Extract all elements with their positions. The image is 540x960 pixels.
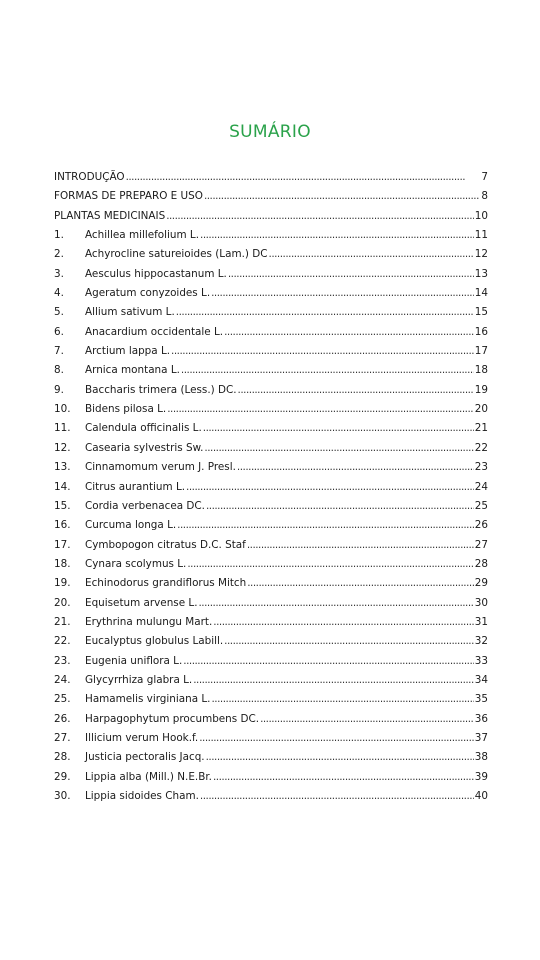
toc-entry[interactable] — [54, 226, 488, 245]
toc-entry-page-number: 10 — [474, 209, 488, 222]
toc-entry[interactable] — [54, 729, 488, 748]
toc-entry-page-number: 32 — [474, 635, 488, 648]
toc-entry[interactable] — [54, 555, 488, 574]
toc-entry-number: 10. — [54, 403, 71, 416]
toc-dot-leader — [199, 729, 474, 748]
toc-entry-title: Equisetum arvense L. — [85, 596, 198, 609]
toc-entry[interactable] — [54, 478, 488, 497]
toc-entry[interactable] — [54, 265, 488, 284]
toc-entry-page-number: 16 — [474, 325, 488, 338]
toc-entry[interactable] — [54, 361, 488, 380]
toc-entry-title: Cymbopogon citratus D.C. Staf — [85, 538, 246, 551]
toc-entry-number: 4. — [54, 287, 64, 300]
toc-entry-number: 1. — [54, 229, 64, 242]
toc-entry-title: Cynara scolymus L. — [85, 557, 187, 570]
toc-entry[interactable] — [54, 748, 488, 767]
toc-entry-page-number: 24 — [474, 480, 488, 493]
toc-entry-title: Baccharis trimera (Less.) DC. — [85, 383, 237, 396]
toc-dot-leader — [199, 594, 474, 613]
toc-entry-title: Eugenia uniflora L. — [85, 654, 183, 667]
page-title: SUMÁRIO — [229, 122, 311, 142]
toc-entry-title: Curcuma longa L. — [85, 519, 177, 532]
toc-entry-page-number: 22 — [474, 441, 488, 454]
toc-entry-title: Calendula officinalis L. — [85, 422, 202, 435]
toc-dot-leader — [200, 226, 474, 245]
toc-entry[interactable] — [54, 594, 488, 613]
toc-dot-leader — [193, 671, 474, 690]
toc-dot-leader — [204, 439, 473, 458]
toc-entry-number: 17. — [54, 538, 71, 551]
toc-dot-leader — [126, 168, 481, 187]
toc-entry[interactable] — [54, 710, 488, 729]
table-of-contents — [54, 168, 488, 806]
toc-dot-leader — [181, 361, 474, 380]
toc-entry-number: 5. — [54, 306, 64, 319]
toc-entry-page-number: 40 — [474, 790, 488, 802]
toc-entry-page-number: 8 — [481, 190, 488, 203]
toc-entry-title: Citrus aurantium L. — [85, 480, 186, 493]
toc-dot-leader — [206, 748, 474, 767]
toc-entry[interactable] — [54, 245, 488, 264]
toc-entry[interactable] — [54, 303, 488, 322]
toc-dot-leader — [186, 478, 474, 497]
toc-entry[interactable] — [54, 284, 488, 303]
toc-entry-number: 25. — [54, 693, 71, 706]
toc-entry-number: 27. — [54, 731, 71, 744]
toc-entry[interactable] — [54, 497, 488, 516]
toc-entry[interactable] — [54, 458, 488, 477]
toc-dot-leader — [260, 710, 474, 729]
toc-entry[interactable] — [54, 574, 488, 593]
toc-entry-page-number: 30 — [474, 596, 488, 609]
toc-dot-leader — [237, 458, 474, 477]
toc-entry-page-number: 13 — [474, 267, 488, 280]
toc-entry-number: 24. — [54, 673, 71, 686]
toc-entry-page-number: 27 — [474, 538, 488, 551]
toc-entry-page-number: 11 — [474, 229, 488, 242]
toc-entry-title: Bidens pilosa L. — [85, 403, 167, 416]
toc-entry-title: Ageratum conyzoides L. — [85, 287, 211, 300]
toc-entry-number: 28. — [54, 751, 71, 764]
toc-entry-page-number: 38 — [474, 751, 488, 764]
toc-entry-page-number: 21 — [474, 422, 488, 435]
toc-entry[interactable] — [54, 690, 488, 709]
toc-entry-number: 13. — [54, 461, 71, 474]
toc-entry-title: Cinnamomum verum J. Presl. — [85, 461, 236, 474]
toc-entry-page-number: 18 — [474, 364, 488, 377]
toc-entry-number: 16. — [54, 519, 71, 532]
toc-entry-number: 19. — [54, 577, 71, 590]
toc-entry-title: Arnica montana L. — [85, 364, 180, 377]
toc-entry-page-number: 31 — [474, 615, 488, 628]
toc-entry-number: 2. — [54, 248, 64, 261]
toc-entry-number: 14. — [54, 480, 71, 493]
toc-entry-page-number: 12 — [474, 248, 488, 261]
toc-dot-leader — [269, 245, 474, 264]
toc-dot-leader — [167, 400, 474, 419]
toc-dot-leader — [247, 574, 474, 593]
toc-dot-leader — [206, 497, 474, 516]
toc-entry[interactable] — [54, 439, 488, 458]
toc-dot-leader — [213, 613, 473, 632]
toc-entry-number: 18. — [54, 557, 71, 570]
toc-entry-title: Eucalyptus globulus Labill. — [85, 635, 224, 648]
toc-entry-page-number: 28 — [474, 557, 488, 570]
toc-dot-leader — [177, 516, 474, 535]
toc-entry-number: 26. — [54, 712, 71, 725]
toc-entry[interactable] — [54, 207, 488, 226]
toc-entry-title: FORMAS DE PREPARO E USO — [54, 190, 203, 203]
toc-entry-title: Aesculus hippocastanum L. — [85, 267, 227, 280]
toc-entry-page-number: 34 — [474, 673, 488, 686]
toc-entry-title: Justicia pectoralis Jacq. — [85, 751, 205, 764]
toc-entry-number: 23. — [54, 654, 71, 667]
toc-entry-title: Hamamelis virginiana L. — [85, 693, 211, 706]
toc-entry[interactable] — [54, 400, 488, 419]
toc-entry-page-number: 25 — [474, 499, 488, 512]
toc-entry[interactable] — [54, 652, 488, 671]
toc-dot-leader — [171, 342, 474, 361]
toc-entry-page-number: 29 — [474, 577, 488, 590]
toc-entry[interactable] — [54, 613, 488, 632]
toc-entry-page-number: 37 — [474, 731, 488, 744]
toc-entry[interactable] — [54, 536, 488, 555]
toc-entry-number: 21. — [54, 615, 71, 628]
toc-entry[interactable] — [54, 342, 488, 361]
toc-entry[interactable] — [54, 516, 488, 535]
toc-entry-title: Glycyrrhiza glabra L. — [85, 673, 193, 686]
toc-dot-leader — [166, 207, 474, 226]
toc-entry-title: Echinodorus grandiflorus Mitch — [85, 577, 247, 590]
toc-entry-title: Achillea millefolium L. — [85, 229, 200, 242]
toc-entry-number: 11. — [54, 422, 71, 435]
toc-entry[interactable] — [54, 187, 488, 206]
toc-entry-title: Lippia alba (Mill.) N.E.Br. — [85, 770, 212, 783]
toc-dot-leader — [200, 787, 474, 806]
toc-entry[interactable] — [54, 632, 488, 651]
toc-entry-page-number: 23 — [474, 461, 488, 474]
toc-entry-number: 29. — [54, 770, 71, 783]
toc-entry[interactable] — [54, 768, 488, 787]
toc-entry-number: 9. — [54, 383, 64, 396]
toc-entry-number: 3. — [54, 267, 64, 280]
toc-entry[interactable] — [54, 381, 488, 400]
toc-entry-number: 22. — [54, 635, 71, 648]
toc-entry-title: Cordia verbenacea DC. — [85, 499, 205, 512]
toc-dot-leader — [247, 536, 474, 555]
toc-entry-title: Illicium verum Hook.f. — [85, 731, 199, 744]
toc-dot-leader — [211, 690, 473, 709]
toc-entry-number: 6. — [54, 325, 64, 338]
toc-dot-leader — [211, 284, 474, 303]
toc-entry-title: PLANTAS MEDICINAIS — [54, 209, 166, 222]
toc-entry-page-number: 33 — [474, 654, 488, 667]
toc-entry-title: Erythrina mulungu Mart. — [85, 615, 213, 628]
toc-dot-leader — [204, 187, 480, 206]
toc-entry-page-number: 36 — [474, 712, 488, 725]
toc-entry-number: 7. — [54, 345, 64, 358]
toc-entry-number: 8. — [54, 364, 64, 377]
toc-entry-title: Anacardium occidentale L. — [85, 325, 224, 338]
toc-entry-page-number: 7 — [481, 171, 488, 183]
toc-entry-page-number: 15 — [474, 306, 488, 319]
toc-entry-page-number: 26 — [474, 519, 488, 532]
toc-entry-title: Arctium lappa L. — [85, 345, 171, 358]
toc-dot-leader — [183, 652, 473, 671]
toc-entry[interactable] — [54, 787, 488, 806]
toc-entry-page-number: 39 — [474, 770, 488, 783]
toc-dot-leader — [187, 555, 473, 574]
toc-entry-title: Harpagophytum procumbens DC. — [85, 712, 260, 725]
toc-dot-leader — [224, 323, 474, 342]
toc-entry-title: Casearia sylvestris Sw. — [85, 441, 204, 454]
toc-entry-number: 20. — [54, 596, 71, 609]
toc-entry-number: 15. — [54, 499, 71, 512]
toc-entry-page-number: 17 — [474, 345, 488, 358]
toc-dot-leader — [176, 303, 474, 322]
toc-entry-page-number: 19 — [474, 383, 488, 396]
toc-dot-leader — [228, 265, 474, 284]
toc-entry-page-number: 20 — [474, 403, 488, 416]
toc-entry-title: Lippia sidoides Cham. — [85, 790, 199, 802]
toc-dot-leader — [203, 419, 474, 438]
toc-entry-number: 12. — [54, 441, 71, 454]
toc-entry-number: 30. — [54, 790, 71, 802]
toc-entry[interactable] — [54, 419, 488, 438]
toc-entry[interactable] — [54, 323, 488, 342]
toc-entry-title: Achyrocline satureioides (Lam.) DC — [85, 248, 268, 261]
toc-entry[interactable] — [54, 671, 488, 690]
toc-entry-page-number: 14 — [474, 287, 488, 300]
toc-dot-leader — [238, 381, 474, 400]
toc-dot-leader — [213, 768, 474, 787]
toc-entry[interactable] — [54, 168, 488, 187]
toc-entry-title: Allium sativum L. — [85, 306, 175, 319]
toc-entry-title: INTRODUÇÃO — [54, 171, 125, 183]
toc-dot-leader — [224, 632, 474, 651]
toc-entry-page-number: 35 — [474, 693, 488, 706]
